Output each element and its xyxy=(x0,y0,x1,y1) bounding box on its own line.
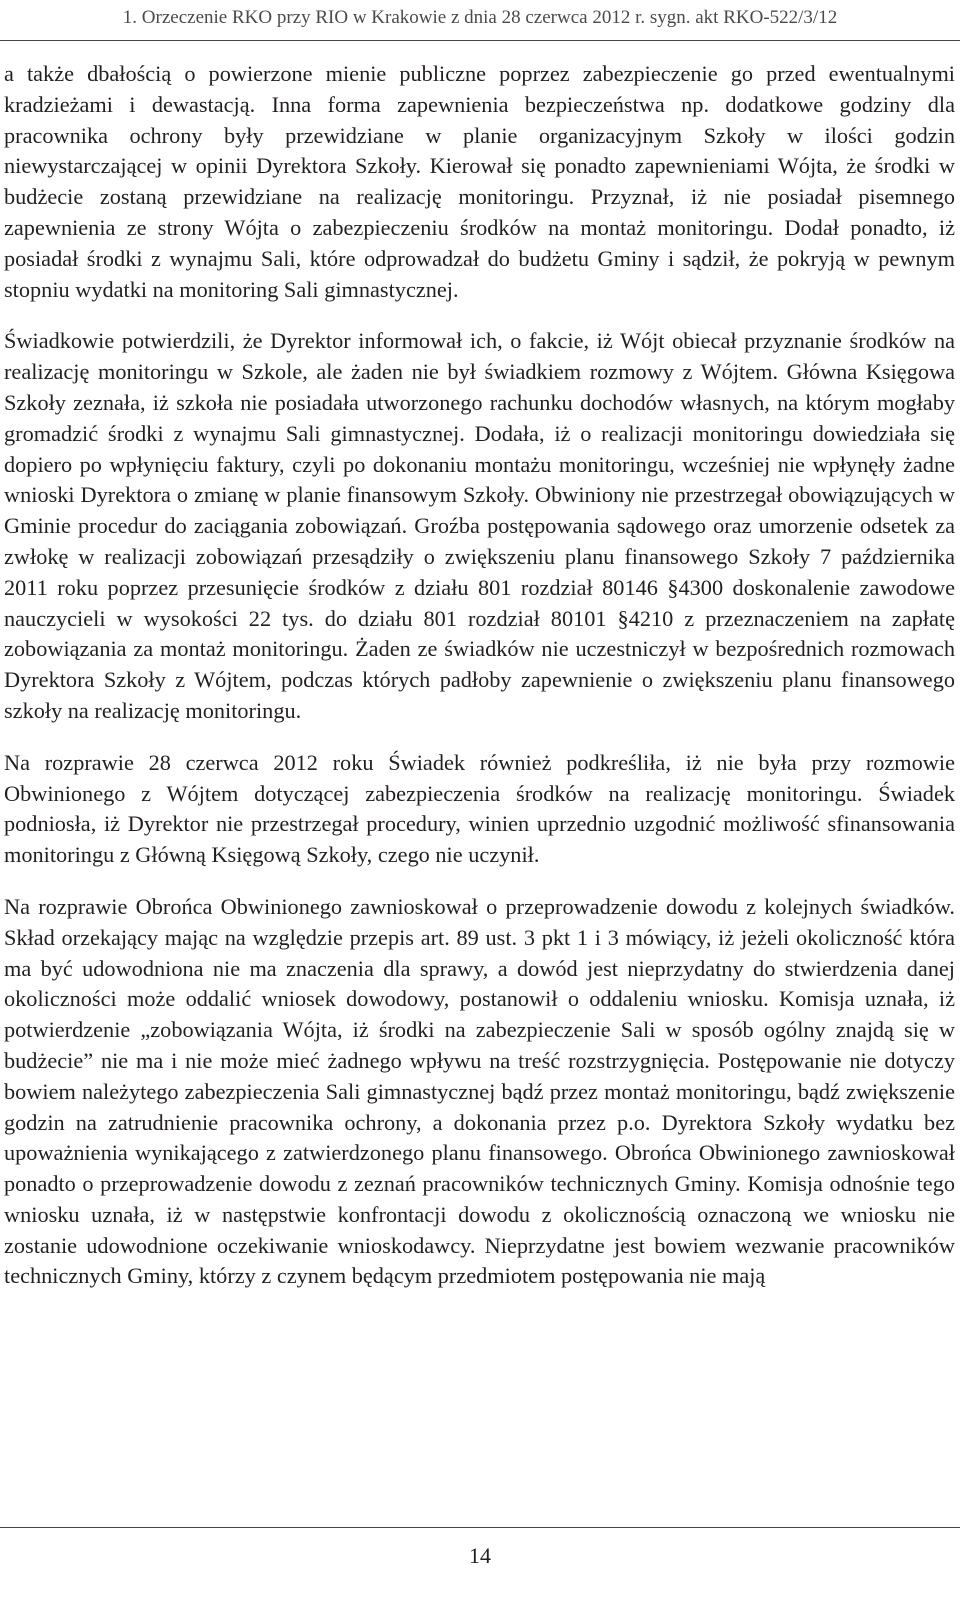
paragraph-2: Świadkowie potwierdzili, że Dyrektor informował ich, o fakcie, iż Wójt obiecał przyznanie środków na realizację monitoringu w Szkole, ale żaden nie był świadkiem rozmowy z Wójtem. Główna Księgowa Szkoły zeznała, iż szkoła nie posiadała utworzonego rachunku dochodów własnych, na którym mogłaby gromadzić środki z wynajmu Sali gimnastycznej. Dodała, iż o realizacji monitoringu dowiedziała się dopiero po wpłynięciu faktury, czyli po dokonaniu montażu monitoringu, wcześniej nie wpłynęły żadne wnioski Dyrektora o zmianę w planie finansowym Szkoły. Obwiniony nie przestrzegał obowiązujących w Gminie procedur do zaciągania zobowiązań. Groźba postępowania sądowego oraz umorzenie odsetek za zwłokę w realizacji zobowiązań przesądziły o zwiększeniu planu finansowego Szkoły 7 października 2011 roku poprzez przesunięcie środków z działu 801 rozdział 80146 §4300 doskonalenie zawodowe nauczycieli w wysokości 22 tys. do działu 801 rozdział 80101 §4210 z przeznaczeniem na zapłatę zobowiązania za montaż monitoringu. Żaden ze świadków nie uczestniczył w bezpośrednich rozmowach Dyrektora Szkoły z Wójtem, podczas których padłoby zapewnienie o zwiększeniu planu finansowego szkoły na realizację monitoringu. xyxy=(4,328,955,723)
running-header: 1. Orzeczenie RKO przy RIO w Krakowie z dnia 28 czerwca 2012 r. sygn. akt RKO-522/3/12 xyxy=(122,7,838,28)
body-text xyxy=(4,59,955,1313)
header-rule xyxy=(0,40,960,41)
paragraph-4: Na rozprawie Obrońca Obwinionego zawnioskował o przeprowadzenie dowodu z kolejnych świadków. Skład orzekający mając na względzie przepis art. 89 ust. 3 pkt 1 i 3 mówiący, iż jeżeli okoliczność która ma być udowodniona nie ma znaczenia dla sprawy, a dowód jest nieprzydatny do stwierdzenia danej okoliczności może oddalić wniosek dowodowy, postanowił o oddaleniu wniosku. Komisja uznała, iż potwierdzenie „zobowiązania Wójta, iż środki na zabezpieczenie Sali w sposób ogólny znajdą się w budżecie” nie ma i nie może mieć żadnego wpływu na treść rozstrzygnięcia. Postępowanie nie dotyczy bowiem należytego zabezpieczenia Sali gimnastycznej bądź przez montaż monitoringu, bądź zwiększenie godzin na zatrudnienie pracownika ochrony, a dokonania przez p.o. Dyrektora Szkoły wydatku bez upoważnienia wynikającego z zatwierdzonego planu finansowego. Obrońca Obwinionego zawnioskował ponadto o przeprowadzenie dowodu z zeznań pracowników technicznych Gminy. Komisja odnośnie tego wniosku uznała, iż w następstwie konfrontacji dowodu z okolicznością oznaczoną we wniosku nie zostanie udowodnione oczekiwanie wnioskodawcy. Nieprzydatne jest bowiem wezwanie pracowników technicznych Gminy, którzy z czynem będącym przedmiotem postępowania nie mają xyxy=(4,893,955,1289)
footer-rule xyxy=(0,1527,960,1528)
paragraph-1: a także dbałością o powierzone mienie publiczne poprzez zabezpieczenie go przed ewentualnymi kradzieżami i dewastacją. Inna forma zapewnienia bezpieczeństwa np. dodatkowe godziny dla pracownika ochrony były przewidziane w planie organizacyjnym Szkoły w ilości godzin niewystarczającej w opinii Dyrektora Szkoły. Kierował się ponadto zapewnieniami Wójta, że środki w budżecie zostaną przewidziane na realizację monitoringu. Przyznał, iż nie posiadał pisemnego zapewnienia ze strony Wójta o zabezpieczeniu środków na montaż monitoringu. Dodał ponadto, iż posiadał środki z wynajmu Sali, które odprowadzał do budżetu Gminy i sądził, że pokryją w pewnym stopniu wydatki na monitoring Sali gimnastycznej. xyxy=(4,61,955,302)
paragraph-3: Na rozprawie 28 czerwca 2012 roku Świadek również podkreśliła, iż nie była przy rozmowie Obwinionego z Wójtem dotyczącej zabezpieczenia środków na realizację monitoringu. Świadek podniosła, iż Dyrektor nie przestrzegał procedury, winien uprzednio uzgodnić możliwość sfinansowania monitoringu z Główną Księgową Szkoły, czego nie uczynił. xyxy=(4,749,955,868)
page-number: 14 xyxy=(469,1543,491,1568)
